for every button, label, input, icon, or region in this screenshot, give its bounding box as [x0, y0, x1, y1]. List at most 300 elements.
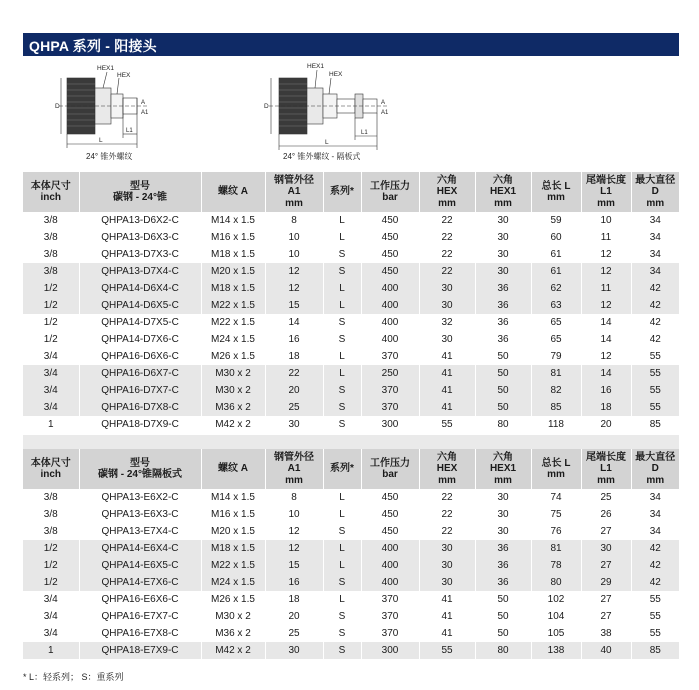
- table-row: [23, 608, 679, 625]
- table-cell: L: [323, 348, 361, 365]
- column-header-line: mm: [438, 197, 456, 209]
- table-cell: 55: [419, 416, 475, 433]
- column-header-line: 工作压力: [370, 180, 410, 192]
- fitting-drawing-2: [257, 58, 457, 158]
- column-header-line: 尾端长度: [586, 174, 626, 186]
- spec-table-standard: [23, 172, 679, 433]
- table-row: [23, 297, 679, 314]
- column-header: [631, 172, 679, 212]
- column-header: [581, 449, 631, 489]
- table-cell: 1/2: [23, 280, 79, 297]
- column-header-line: 最大直径: [635, 451, 676, 463]
- table-cell: 85: [631, 416, 679, 433]
- table-cell: 450: [361, 212, 419, 229]
- table-cell: QHPA14-D7X6-C: [79, 331, 201, 348]
- table-cell: 80: [475, 416, 531, 433]
- table-cell: 12: [265, 280, 323, 297]
- table-cell: 1: [23, 642, 79, 659]
- table-cell: S: [323, 608, 361, 625]
- column-header: [79, 449, 201, 489]
- column-header-line: 碳钢 - 24°锥隔板式: [97, 469, 182, 480]
- column-header-line: A1: [287, 186, 301, 198]
- table-cell: S: [323, 314, 361, 331]
- table-cell: 34: [631, 246, 679, 263]
- column-header-line: A1: [287, 463, 301, 475]
- table-cell: 30: [475, 212, 531, 229]
- table-cell: 18: [265, 591, 323, 608]
- table-cell: 41: [419, 382, 475, 399]
- table-cell: 1/2: [23, 574, 79, 591]
- table-cell: 3/4: [23, 591, 79, 608]
- table-cell: 38: [581, 625, 631, 642]
- table-cell: 79: [531, 348, 581, 365]
- table-cell: 29: [581, 574, 631, 591]
- table-cell: 55: [631, 382, 679, 399]
- table-cell: 30: [419, 540, 475, 557]
- column-header-line: L1: [600, 463, 612, 475]
- table-cell: 450: [361, 523, 419, 540]
- table-cell: 30: [475, 246, 531, 263]
- table-cell: 36: [475, 314, 531, 331]
- column-header-line: inch: [40, 469, 62, 480]
- table-cell: 16: [265, 331, 323, 348]
- table-cell: 25: [265, 399, 323, 416]
- column-header: [631, 449, 679, 489]
- column-header: [265, 449, 323, 489]
- column-header-line: 碳钢 - 24°锥: [112, 192, 167, 203]
- table-cell: 30: [265, 416, 323, 433]
- table-cell: QHPA16-D7X7-C: [79, 382, 201, 399]
- column-header-line: 六角: [493, 451, 513, 463]
- column-header: [475, 172, 531, 212]
- label-hex: HEX: [117, 72, 131, 79]
- table-cell: QHPA16-D6X7-C: [79, 365, 201, 382]
- table-cell: 14: [581, 314, 631, 331]
- table-cell: 34: [631, 229, 679, 246]
- table-row: [23, 557, 679, 574]
- column-header-line: inch: [40, 192, 62, 203]
- table-row: [23, 229, 679, 246]
- table-cell: 60: [531, 229, 581, 246]
- table-cell: 14: [581, 331, 631, 348]
- table-cell: 78: [531, 557, 581, 574]
- table-cell: 41: [419, 399, 475, 416]
- table-cell: 25: [265, 625, 323, 642]
- column-header-line: mm: [547, 192, 565, 203]
- table-cell: M22 x 1.5: [201, 314, 265, 331]
- column-header-line: 系列*: [330, 463, 354, 475]
- table-cell: QHPA13-D6X2-C: [79, 212, 201, 229]
- table-cell: 20: [581, 416, 631, 433]
- label-l1: L1: [361, 130, 368, 136]
- table-cell: 81: [531, 540, 581, 557]
- table-cell: S: [323, 263, 361, 280]
- table-cell: L: [323, 540, 361, 557]
- column-header-line: mm: [494, 474, 512, 486]
- column-header: [323, 172, 361, 212]
- table-cell: M18 x 1.5: [201, 280, 265, 297]
- column-header-line: mm: [646, 197, 665, 209]
- table-row: [23, 540, 679, 557]
- table-cell: S: [323, 642, 361, 659]
- table-cell: QHPA14-E6X5-C: [79, 557, 201, 574]
- table-cell: M14 x 1.5: [201, 212, 265, 229]
- table-cell: L: [323, 297, 361, 314]
- column-header-line: L1: [600, 186, 612, 198]
- table-cell: 3/8: [23, 489, 79, 506]
- table-cell: 30: [419, 574, 475, 591]
- table-cell: 34: [631, 212, 679, 229]
- column-header-line: mm: [438, 474, 456, 486]
- table-cell: 36: [475, 280, 531, 297]
- table-cell: 22: [419, 506, 475, 523]
- table-cell: S: [323, 523, 361, 540]
- table-cell: 370: [361, 591, 419, 608]
- table-cell: QHPA16-E7X8-C: [79, 625, 201, 642]
- label-l: L: [99, 137, 103, 144]
- table-cell: 3/4: [23, 382, 79, 399]
- table-cell: M30 x 2: [201, 608, 265, 625]
- table-row: [23, 331, 679, 348]
- footnote: * L：轻系列； S：重系列: [23, 672, 124, 682]
- table-cell: 42: [631, 314, 679, 331]
- table-row: [23, 212, 679, 229]
- table-cell: 105: [531, 625, 581, 642]
- table-cell: 41: [419, 591, 475, 608]
- table-cell: 300: [361, 416, 419, 433]
- table-cell: M24 x 1.5: [201, 574, 265, 591]
- table-cell: 370: [361, 348, 419, 365]
- table-cell: 50: [475, 382, 531, 399]
- table-cell: QHPA13-D7X4-C: [79, 263, 201, 280]
- table-cell: 81: [531, 365, 581, 382]
- table-cell: 3/4: [23, 399, 79, 416]
- table-cell: 450: [361, 246, 419, 263]
- column-header-line: 尾端长度: [586, 451, 626, 463]
- table-cell: 3/8: [23, 523, 79, 540]
- table-row: [23, 399, 679, 416]
- table-cell: 42: [631, 540, 679, 557]
- column-header-line: bar: [382, 469, 398, 480]
- table-cell: 370: [361, 608, 419, 625]
- table-cell: L: [323, 212, 361, 229]
- table-cell: 30: [265, 642, 323, 659]
- table-cell: 450: [361, 263, 419, 280]
- table-cell: 102: [531, 591, 581, 608]
- table-cell: S: [323, 574, 361, 591]
- table-cell: 370: [361, 625, 419, 642]
- table-cell: QHPA14-E7X6-C: [79, 574, 201, 591]
- table-cell: 50: [475, 348, 531, 365]
- table-cell: 30: [581, 540, 631, 557]
- table-cell: M18 x 1.5: [201, 540, 265, 557]
- table-cell: 400: [361, 331, 419, 348]
- table-cell: QHPA13-D7X3-C: [79, 246, 201, 263]
- figure-caption-1: 24° 锥外螺纹: [86, 152, 133, 161]
- table-row: [23, 625, 679, 642]
- table-cell: M22 x 1.5: [201, 297, 265, 314]
- table-cell: L: [323, 591, 361, 608]
- table-cell: 85: [531, 399, 581, 416]
- section-title-bar: [23, 33, 679, 56]
- column-header-line: HEX1: [489, 463, 517, 475]
- table-cell: 80: [531, 574, 581, 591]
- table-cell: 15: [265, 297, 323, 314]
- table-cell: QHPA16-D7X8-C: [79, 399, 201, 416]
- table-cell: 61: [531, 263, 581, 280]
- label-l1: L1: [126, 128, 133, 134]
- table-cell: 12: [265, 540, 323, 557]
- label-a1: A1: [381, 110, 389, 116]
- table-cell: M26 x 1.5: [201, 591, 265, 608]
- table-cell: 400: [361, 297, 419, 314]
- table-cell: 55: [631, 608, 679, 625]
- table-cell: 12: [265, 523, 323, 540]
- table-cell: L: [323, 365, 361, 382]
- table-cell: 30: [475, 229, 531, 246]
- table-cell: 30: [475, 523, 531, 540]
- column-header-line: D: [651, 186, 659, 198]
- table-cell: 30: [475, 263, 531, 280]
- table-cell: 42: [631, 297, 679, 314]
- table-cell: M36 x 2: [201, 625, 265, 642]
- column-header-line: 六角: [437, 174, 457, 186]
- table-cell: 10: [581, 212, 631, 229]
- table-cell: 370: [361, 382, 419, 399]
- table-cell: 34: [631, 506, 679, 523]
- column-header: [201, 172, 265, 212]
- table-cell: 1/2: [23, 540, 79, 557]
- table-cell: 11: [581, 229, 631, 246]
- table-cell: 3/4: [23, 365, 79, 382]
- column-header-line: mm: [646, 474, 665, 486]
- table-cell: 34: [631, 523, 679, 540]
- table-cell: 80: [475, 642, 531, 659]
- label-a: A: [381, 100, 386, 106]
- table-cell: 3/8: [23, 229, 79, 246]
- table-cell: 27: [581, 523, 631, 540]
- column-header: [201, 449, 265, 489]
- table-cell: 42: [631, 331, 679, 348]
- table-cell: M24 x 1.5: [201, 331, 265, 348]
- table-cell: QHPA16-D6X6-C: [79, 348, 201, 365]
- table-cell: L: [323, 489, 361, 506]
- column-header-line: 钢管外径: [274, 174, 314, 186]
- table-cell: L: [323, 506, 361, 523]
- table-row: [23, 246, 679, 263]
- table-cell: 12: [581, 297, 631, 314]
- table-cell: 104: [531, 608, 581, 625]
- table-cell: 250: [361, 365, 419, 382]
- table-cell: 36: [475, 297, 531, 314]
- column-header: [265, 172, 323, 212]
- table-cell: QHPA13-D6X3-C: [79, 229, 201, 246]
- table-cell: 11: [581, 280, 631, 297]
- table-cell: 118: [531, 416, 581, 433]
- figure-area: [23, 56, 679, 170]
- table-cell: QHPA16-E7X7-C: [79, 608, 201, 625]
- table-row: [23, 523, 679, 540]
- table-cell: M20 x 1.5: [201, 263, 265, 280]
- table-cell: 12: [265, 263, 323, 280]
- table-cell: 74: [531, 489, 581, 506]
- column-header-line: 工作压力: [370, 457, 410, 469]
- table-cell: M20 x 1.5: [201, 523, 265, 540]
- table-row: [23, 416, 679, 433]
- column-header-line: 总长 L: [541, 180, 571, 192]
- column-header-line: 本体尺寸: [30, 180, 71, 192]
- column-header-line: 螺纹 A: [218, 463, 248, 475]
- table-cell: M16 x 1.5: [201, 229, 265, 246]
- table-cell: 300: [361, 642, 419, 659]
- label-d: D: [264, 103, 269, 110]
- table-cell: S: [323, 331, 361, 348]
- table-cell: QHPA13-E6X2-C: [79, 489, 201, 506]
- table-cell: 36: [475, 557, 531, 574]
- table-row: [23, 263, 679, 280]
- label-a1: A1: [141, 110, 149, 116]
- table-cell: M30 x 2: [201, 365, 265, 382]
- table-cell: 18: [265, 348, 323, 365]
- column-header: [323, 449, 361, 489]
- table-cell: 27: [581, 608, 631, 625]
- table-cell: 1/2: [23, 331, 79, 348]
- table-cell: M36 x 2: [201, 399, 265, 416]
- table-cell: 450: [361, 506, 419, 523]
- table-cell: 26: [581, 506, 631, 523]
- table-cell: 55: [631, 591, 679, 608]
- column-header-line: HEX1: [489, 186, 517, 198]
- table-cell: 450: [361, 229, 419, 246]
- table-cell: 3/8: [23, 263, 79, 280]
- table-cell: 85: [631, 642, 679, 659]
- table-cell: 76: [531, 523, 581, 540]
- table-cell: M22 x 1.5: [201, 557, 265, 574]
- table-row: [23, 489, 679, 506]
- table-cell: 22: [265, 365, 323, 382]
- table-cell: 42: [631, 557, 679, 574]
- table-cell: 1/2: [23, 314, 79, 331]
- table-cell: 1/2: [23, 557, 79, 574]
- table-cell: 25: [581, 489, 631, 506]
- table-cell: 30: [419, 297, 475, 314]
- column-header-line: HEX: [436, 186, 458, 198]
- column-header-line: mm: [285, 197, 303, 209]
- table-cell: 3/4: [23, 348, 79, 365]
- table-row: [23, 382, 679, 399]
- table-cell: 12: [581, 348, 631, 365]
- label-hex: HEX: [329, 71, 343, 78]
- table-cell: L: [323, 229, 361, 246]
- table-row: [23, 348, 679, 365]
- table-cell: 16: [265, 574, 323, 591]
- table-row: [23, 642, 679, 659]
- column-header: [361, 449, 419, 489]
- column-header-line: 最大直径: [635, 174, 676, 186]
- table-cell: 20: [265, 608, 323, 625]
- table-cell: 400: [361, 314, 419, 331]
- label-l: L: [325, 139, 329, 146]
- table-row: [23, 280, 679, 297]
- table-cell: 400: [361, 557, 419, 574]
- table-cell: 63: [531, 297, 581, 314]
- table-cell: 3/8: [23, 246, 79, 263]
- column-header-line: HEX: [436, 463, 458, 475]
- table-cell: 65: [531, 331, 581, 348]
- table-row: [23, 506, 679, 523]
- table-cell: 55: [419, 642, 475, 659]
- table-cell: M16 x 1.5: [201, 506, 265, 523]
- table-cell: QHPA18-E7X9-C: [79, 642, 201, 659]
- table-cell: M26 x 1.5: [201, 348, 265, 365]
- column-header: [531, 172, 581, 212]
- table-cell: 400: [361, 540, 419, 557]
- table-cell: L: [323, 280, 361, 297]
- table-cell: M14 x 1.5: [201, 489, 265, 506]
- table-cell: QHPA18-D7X9-C: [79, 416, 201, 433]
- table-row: [23, 574, 679, 591]
- column-header: [23, 449, 79, 489]
- table-cell: 3/4: [23, 625, 79, 642]
- table-cell: L: [323, 557, 361, 574]
- table-cell: 41: [419, 625, 475, 642]
- table-cell: QHPA13-E6X3-C: [79, 506, 201, 523]
- table-cell: QHPA14-E6X4-C: [79, 540, 201, 557]
- column-header: [475, 449, 531, 489]
- table-cell: 50: [475, 608, 531, 625]
- table-cell: 138: [531, 642, 581, 659]
- table-cell: 1: [23, 416, 79, 433]
- table-cell: S: [323, 625, 361, 642]
- table-cell: 12: [581, 263, 631, 280]
- column-header-line: 螺纹 A: [218, 186, 248, 198]
- table-cell: 30: [475, 489, 531, 506]
- table-cell: QHPA14-D7X5-C: [79, 314, 201, 331]
- table-cell: QHPA14-D6X4-C: [79, 280, 201, 297]
- column-header-line: 型号: [130, 180, 150, 192]
- column-header-line: mm: [547, 469, 565, 480]
- table-cell: 59: [531, 212, 581, 229]
- table-cell: 15: [265, 557, 323, 574]
- table-cell: 82: [531, 382, 581, 399]
- table-cell: 20: [265, 382, 323, 399]
- table-cell: 27: [581, 591, 631, 608]
- table-cell: 400: [361, 574, 419, 591]
- table-cell: 55: [631, 365, 679, 382]
- table-cell: 8: [265, 212, 323, 229]
- label-d: D: [55, 103, 60, 110]
- table-cell: 55: [631, 625, 679, 642]
- table-cell: 36: [475, 574, 531, 591]
- column-header-line: mm: [285, 474, 303, 486]
- table-row: [23, 314, 679, 331]
- column-header-line: mm: [597, 197, 615, 209]
- table-cell: M42 x 2: [201, 416, 265, 433]
- table-cell: 75: [531, 506, 581, 523]
- table-cell: 400: [361, 280, 419, 297]
- table-cell: 3/4: [23, 608, 79, 625]
- column-header-line: 本体尺寸: [30, 457, 71, 469]
- column-header-line: 六角: [437, 451, 457, 463]
- table-cell: 36: [475, 331, 531, 348]
- column-header-line: 型号: [130, 457, 150, 469]
- column-header-line: 六角: [493, 174, 513, 186]
- column-header: [531, 449, 581, 489]
- table-cell: 30: [475, 506, 531, 523]
- table-cell: 55: [631, 348, 679, 365]
- table-cell: M30 x 2: [201, 382, 265, 399]
- table-cell: QHPA13-E7X4-C: [79, 523, 201, 540]
